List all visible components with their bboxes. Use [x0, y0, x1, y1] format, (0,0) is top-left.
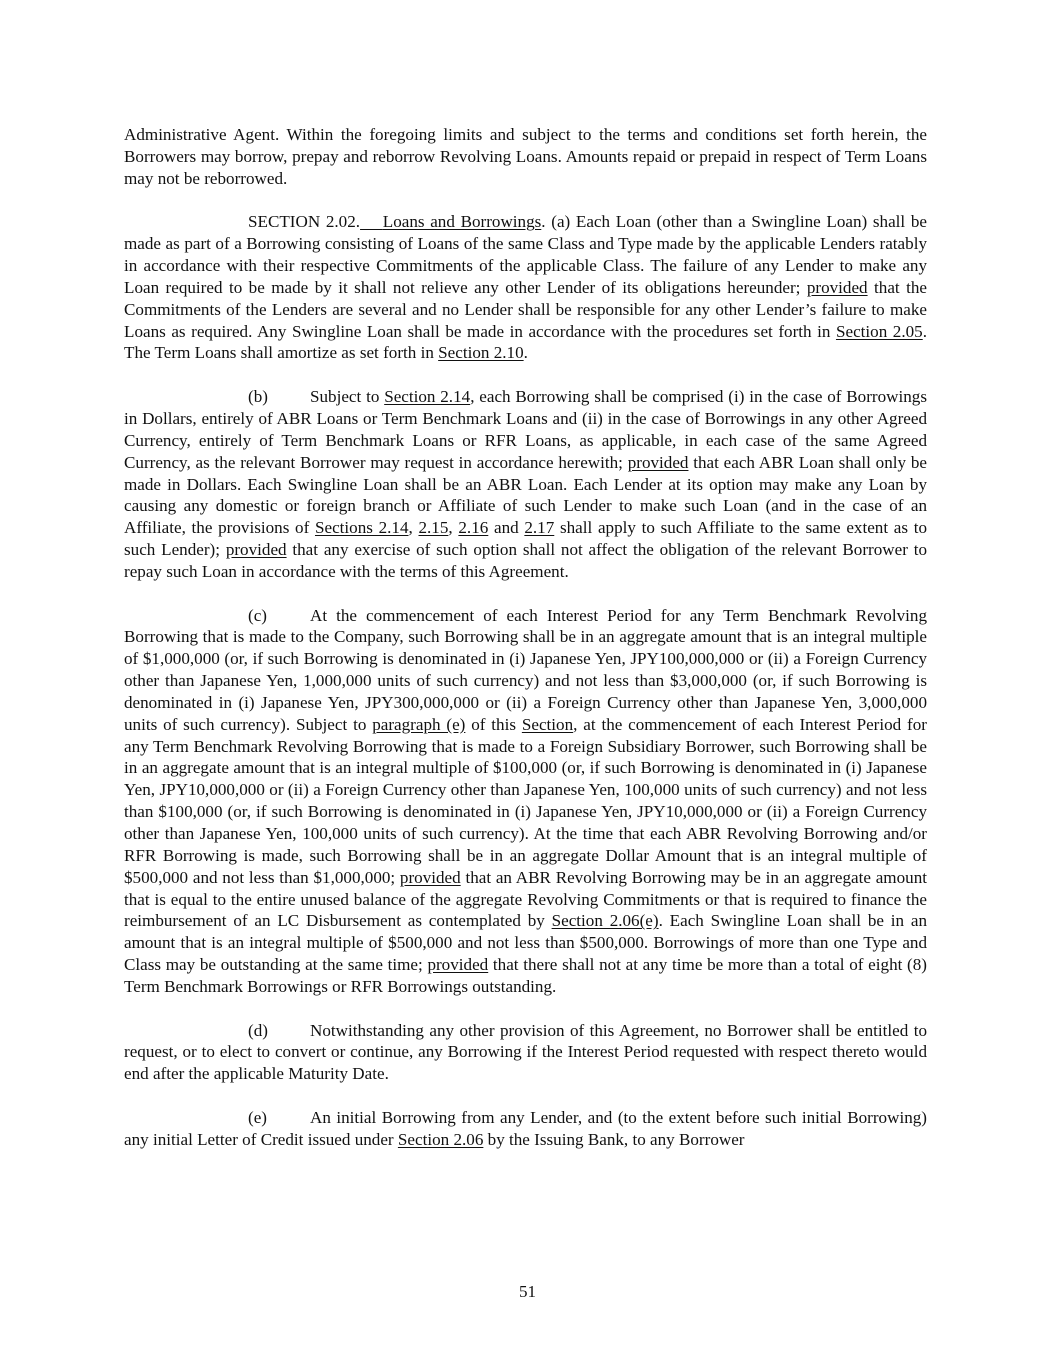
section-number: SECTION 2.02. [248, 212, 361, 232]
cross-reference: Section 2.06(e) [551, 911, 659, 931]
cross-reference: Section 2.14 [384, 387, 471, 407]
section-2-02-paragraph-a: SECTION 2.02. Loans and Borrowings. (a) Each Loan (other than a Swingline Loan) shall be made as part of a Borrowing consisting of Loans of the same Class and Type made by the applicable Lenders ratably in accordance with their respective Commitments of the applicable Class. The failure of any Lender to make any Loan required to be made by it shall not relieve any other Lender of its obligations hereunder; provided that the Commitments of the Lenders are several and no Lender shall be responsible for any other Lender’s failure to make Loans as required. Any Swingline Loan shall be made in accordance with the procedures set forth in Section 2.05. The Term Loans shall amortize as set forth in Section 2.10. [124, 212, 927, 363]
provided-term: provided [627, 452, 689, 472]
cross-reference: Section 2.06 [397, 1129, 484, 1149]
cross-reference: Sections 2.14 [314, 518, 409, 538]
document-body [124, 124, 927, 1173]
paragraph-e: (e) An initial Borrowing from any Lender, and (to the extent before such initial Borrowing) any initial Letter of Credit issued under Section 2.06 by the Issuing Bank, to any Borrower [124, 1107, 927, 1149]
paragraph-label: (e) [248, 1107, 267, 1127]
section-title: Loans and Borrowings [382, 212, 542, 232]
provided-term: provided [399, 867, 461, 887]
provided-term: provided [427, 955, 489, 975]
paragraph-label: (d) [248, 1020, 268, 1040]
paragraph-d: (d) Notwithstanding any other provision of this Agreement, no Borrower shall be entitled to request, or to elect to convert or continue, any Borrowing if the Interest Period requested with respect thereto would end after the applicable Maturity Date. [124, 1020, 927, 1084]
paragraph-c: (c) At the commencement of each Interest Period for any Term Benchmark Revolving Borrowing that is made to the Company, such Borrowing shall be in an aggregate amount that is an integral multiple of $1,000,000 (or, if such Borrowing is denominated in (i) Japanese Yen, JPY100,000,000 or (ii) a Foreign Currency other than Japanese Yen, 1,000,000 units of such currency) and not less than $3,000,000 (or, if such Borrowing is denominated in (i) Japanese Yen, JPY300,000,000 or (ii) a Foreign Currency other than Japanese Yen, 3,000,000 units of such currency). Subject to paragraph (e) of this Section, at the commencement of each Interest Period for any Term Benchmark Revolving Borrowing that is made to a Foreign Subsidiary Borrower, such Borrowing shall be in an aggregate amount that is an integral multiple of $100,000 (or, if such Borrowing is denominated in (i) Japanese Yen, JPY10,000,000 or (ii) a Foreign Currency other than Japanese Yen, 100,000 units of such currency) and not less than $100,000 (or, if such Borrowing is denominated in (i) Japanese Yen, JPY10,000,000 or (ii) a Foreign Currency other than Japanese Yen, 100,000 units of such currency). At the time that each ABR Revolving Borrowing and/or RFR Borrowing is made, such Borrowing shall be in an aggregate Dollar Amount that is an integral multiple of $500,000 and not less than $1,000,000; provided that an ABR Revolving Borrowing may be in an aggregate amount that is equal to the entire unused balance of the aggregate Revolving Commitments or that is required to finance the reimbursement of an LC Disbursement as contemplated by Section 2.06(e). Each Swingline Loan shall be in an amount that is an integral multiple of $500,000 and not less than $500,000. Borrowings of more than one Type and Class may be outstanding at the same time; provided that there shall not at any time be more than a total of eight (8) Term Benchmark Borrowings or RFR Borrowings outstanding. [124, 605, 928, 996]
cross-reference: Section 2.10 [438, 343, 524, 363]
cross-reference: 2.17 [524, 518, 555, 538]
provided-term: provided [806, 277, 868, 297]
cross-reference: Section 2.05 [835, 321, 923, 341]
paragraph-carryover: Administrative Agent. Within the foregoing limits and subject to the terms and conditions set forth herein, the Borrowers may borrow, prepay and reborrow Revolving Loans. Amounts repaid or prepaid in respect of Term Loans may not be reborrowed. [124, 125, 927, 188]
cross-reference: 2.16 [458, 518, 489, 538]
paragraph-b: (b) Subject to Section 2.14, each Borrowing shall be comprised (i) in the case of Borrowings in Dollars, entirely of ABR Loans or Term Benchmark Loans and (ii) in the case of Borrowings in any other Agreed Currency, entirely of Term Benchmark Loans or RFR Loans, as applicable, in each case of the same Agreed Currency, as the relevant Borrower may request in accordance herewith; provided that each ABR Loan shall only be made in Dollars. Each Swingline Loan shall be an ABR Loan. Each Lender at its option may make any Loan by causing any domestic or foreign branch or Affiliate of such Lender to make such Loan (and in the case of an Affiliate, the provisions of Sections 2.14, 2.15, 2.16 and 2.17 shall apply to such Affiliate to the same extent as to such Lender); provided that any exercise of such option shall not affect the obligation of the relevant Borrower to repay such Loan in accordance with the terms of this Agreement. [124, 387, 928, 581]
paragraph-label: (b) [248, 387, 268, 407]
cross-reference: Section [521, 714, 574, 734]
paragraph-label: (c) [248, 605, 267, 625]
provided-term: provided [225, 540, 287, 560]
cross-reference: paragraph (e) [372, 714, 466, 734]
cross-reference: 2.15 [418, 518, 449, 538]
page-number: 51 [518, 1282, 537, 1301]
section-spacer [360, 212, 383, 231]
